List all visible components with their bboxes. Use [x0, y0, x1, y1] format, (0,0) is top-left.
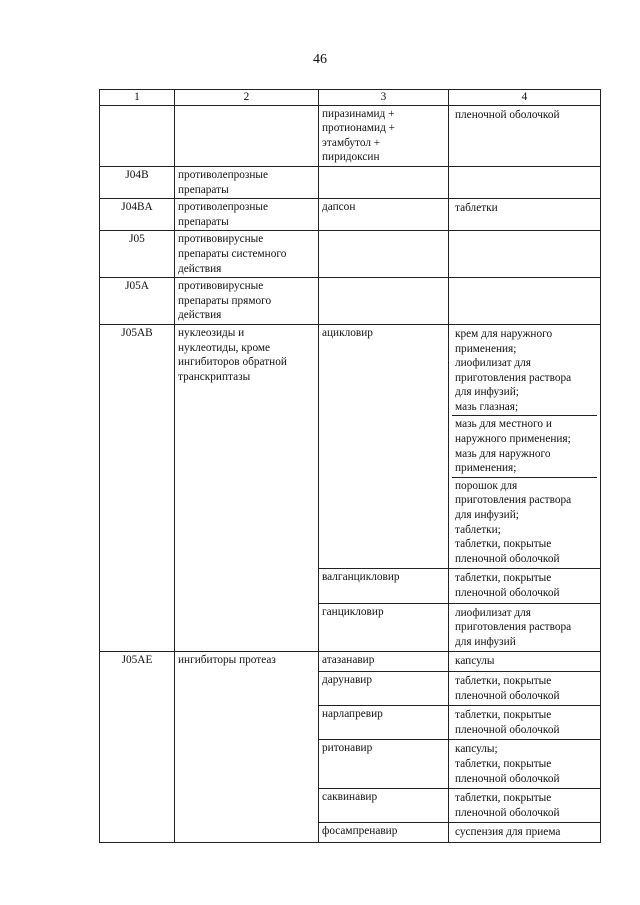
table-row	[100, 324, 601, 569]
drug-name-cell	[319, 231, 449, 278]
drug-name-line: саквинавир	[322, 791, 378, 804]
dosage-form-line: капсулы	[455, 655, 495, 668]
dosage-form-line: таблетки, покрытые	[455, 757, 552, 770]
page-number: 46	[313, 52, 327, 67]
drug-name-cell	[319, 166, 449, 198]
dosage-form-line: приготовления раствора	[455, 371, 572, 384]
table-row	[100, 199, 601, 231]
dosage-form-block	[452, 168, 597, 185]
group-name-line: транскриптазы	[178, 370, 251, 383]
group-name-line: действия	[178, 309, 222, 322]
drug-name-line: пиридоксин	[322, 151, 380, 164]
group-name-line: препараты	[178, 215, 229, 228]
dosage-form-line: таблетки, покрытые	[455, 674, 552, 687]
atc-code-cell: J04B	[100, 166, 175, 198]
dosage-form-line: таблетки, покрытые	[455, 572, 552, 585]
table-row	[100, 652, 601, 672]
dosage-form-line: таблетки, покрытые	[455, 538, 552, 551]
dosage-form-line: капсулы;	[455, 743, 498, 756]
column-header: 1	[100, 90, 175, 106]
group-name-line: ингибиторов обратной	[178, 356, 287, 369]
dosage-form-line: пленочной оболочкой	[455, 552, 560, 565]
dosage-form-block	[452, 107, 597, 124]
atc-code-cell: J04BA	[100, 199, 175, 231]
dosage-form-line: применения;	[455, 342, 517, 355]
drug-name-line: дапсон	[322, 201, 356, 214]
group-name-line: нуклеозиды и	[178, 326, 245, 339]
dosage-form-line: таблетки, покрытые	[455, 709, 552, 722]
drug-name-cell	[319, 652, 449, 672]
drug-name-cell	[319, 706, 449, 740]
group-name-cell	[175, 652, 319, 843]
dosage-form-block	[452, 605, 597, 651]
dosage-form-line: применения;	[455, 462, 517, 475]
dosage-form-cell	[449, 569, 601, 603]
atc-code-cell: J05	[100, 231, 175, 278]
dosage-form-cell	[449, 603, 601, 652]
drug-name-line: ритонавир	[322, 742, 373, 755]
dosage-form-line: для инфузий;	[455, 509, 519, 522]
dosage-form-block	[452, 477, 597, 568]
dosage-form-block	[452, 707, 597, 738]
atc-code-cell: J05AE	[100, 652, 175, 843]
group-name-line: действия	[178, 262, 222, 275]
drug-name-line: протионамид +	[322, 122, 396, 135]
dosage-form-cell	[449, 671, 601, 705]
dosage-form-block	[452, 200, 597, 217]
dosage-form-cell	[449, 278, 601, 325]
dosage-form-cell	[449, 789, 601, 823]
dosage-form-line: наружного применения;	[455, 433, 571, 446]
dosage-form-block	[452, 415, 597, 476]
dosage-form-line: приготовления раствора	[455, 621, 572, 634]
drug-name-cell	[319, 105, 449, 166]
column-header: 4	[449, 90, 601, 106]
dosage-form-cell	[449, 652, 601, 672]
group-name-line: препараты	[178, 183, 229, 196]
group-name-cell	[175, 166, 319, 198]
drug-name-line: этамбутол +	[322, 136, 381, 149]
drug-name-line: пиразинамид +	[322, 107, 395, 120]
group-name-line: препараты прямого	[178, 294, 272, 307]
dosage-form-block	[452, 326, 597, 416]
column-header: 2	[175, 90, 319, 106]
dosage-form-line: мазь для местного и	[455, 418, 552, 431]
group-name-cell	[175, 231, 319, 278]
drug-name-cell	[319, 324, 449, 569]
dosage-form-block	[452, 790, 597, 821]
dosage-form-line: крем для наружного	[455, 327, 553, 340]
drug-name-cell	[319, 278, 449, 325]
table-row	[100, 231, 601, 278]
drug-name-line: фосампренавир	[322, 825, 398, 838]
drug-name-cell	[319, 199, 449, 231]
dosage-form-line: лиофилизат для	[455, 357, 531, 370]
group-name-line: препараты системного	[178, 247, 287, 260]
atc-code-cell: J05AB	[100, 324, 175, 651]
dosage-form-block	[452, 741, 597, 787]
column-header-row	[100, 90, 601, 106]
dosage-form-line: таблетки;	[455, 523, 501, 536]
group-name-cell	[175, 105, 319, 166]
drug-name-line: атазанавир	[322, 654, 375, 667]
dosage-form-line: таблетки, покрытые	[455, 792, 552, 805]
dosage-form-cell	[449, 823, 601, 843]
table-row	[100, 105, 601, 166]
group-name-line: противовирусные	[178, 280, 264, 293]
group-name-cell	[175, 324, 319, 651]
drug-name-cell	[319, 671, 449, 705]
group-name-line: нуклеотиды, кроме	[178, 341, 271, 354]
drug-name-cell	[319, 823, 449, 843]
dosage-form-line: для инфузий;	[455, 386, 519, 399]
group-name-line: противовирусные	[178, 233, 264, 246]
dosage-form-line: таблетки	[455, 202, 498, 215]
dosage-form-line: пленочной оболочкой	[455, 806, 560, 819]
dosage-form-block	[452, 824, 597, 841]
dosage-form-line: мазь для наружного	[455, 447, 551, 460]
dosage-form-cell	[449, 324, 601, 569]
group-name-cell	[175, 278, 319, 325]
dosage-form-cell	[449, 231, 601, 278]
drug-name-line: валганцикловир	[322, 571, 400, 584]
drug-name-line: ганцикловир	[322, 605, 384, 618]
drug-name-line: дарунавир	[322, 673, 372, 686]
dosage-form-line: суспензия для приема	[455, 826, 561, 839]
dosage-form-line: пленочной оболочкой	[455, 689, 560, 702]
column-header: 3	[319, 90, 449, 106]
dosage-form-cell	[449, 105, 601, 166]
table-row	[100, 166, 601, 198]
group-name-cell	[175, 199, 319, 231]
drug-name-cell	[319, 603, 449, 652]
drug-name-line: нарлапревир	[322, 708, 383, 721]
dosage-form-line: пленочной оболочкой	[455, 108, 560, 121]
dosage-form-line: пленочной оболочкой	[455, 587, 560, 599]
group-name-line: противолепрозные	[178, 201, 269, 214]
drug-name-cell	[319, 569, 449, 603]
dosage-form-line: лиофилизат для	[455, 606, 531, 619]
drug-name-cell	[319, 740, 449, 789]
atc-code-cell: J05A	[100, 278, 175, 325]
medication-table	[99, 89, 601, 843]
dosage-form-line: пленочной оболочкой	[455, 723, 560, 736]
dosage-form-cell	[449, 706, 601, 740]
dosage-form-block	[452, 673, 597, 704]
dosage-form-cell	[449, 740, 601, 789]
dosage-form-block	[452, 279, 597, 296]
dosage-form-line: мазь глазная;	[455, 400, 519, 413]
dosage-form-block	[452, 653, 597, 670]
dosage-form-block	[452, 570, 597, 601]
drug-name-line: ацикловир	[322, 326, 373, 339]
dosage-form-line: порошок для	[455, 479, 518, 492]
dosage-form-line: приготовления раствора	[455, 494, 572, 507]
dosage-form-cell	[449, 166, 601, 198]
group-name-line: ингибиторы протеаз	[178, 654, 276, 667]
drug-name-cell	[319, 789, 449, 823]
atc-code-cell	[100, 105, 175, 166]
group-name-line: противолепрозные	[178, 168, 269, 181]
dosage-form-line: для инфузий	[455, 635, 516, 648]
dosage-form-line: пленочной оболочкой	[455, 772, 560, 785]
table-row	[100, 278, 601, 325]
dosage-form-block	[452, 232, 597, 249]
dosage-form-cell	[449, 199, 601, 231]
